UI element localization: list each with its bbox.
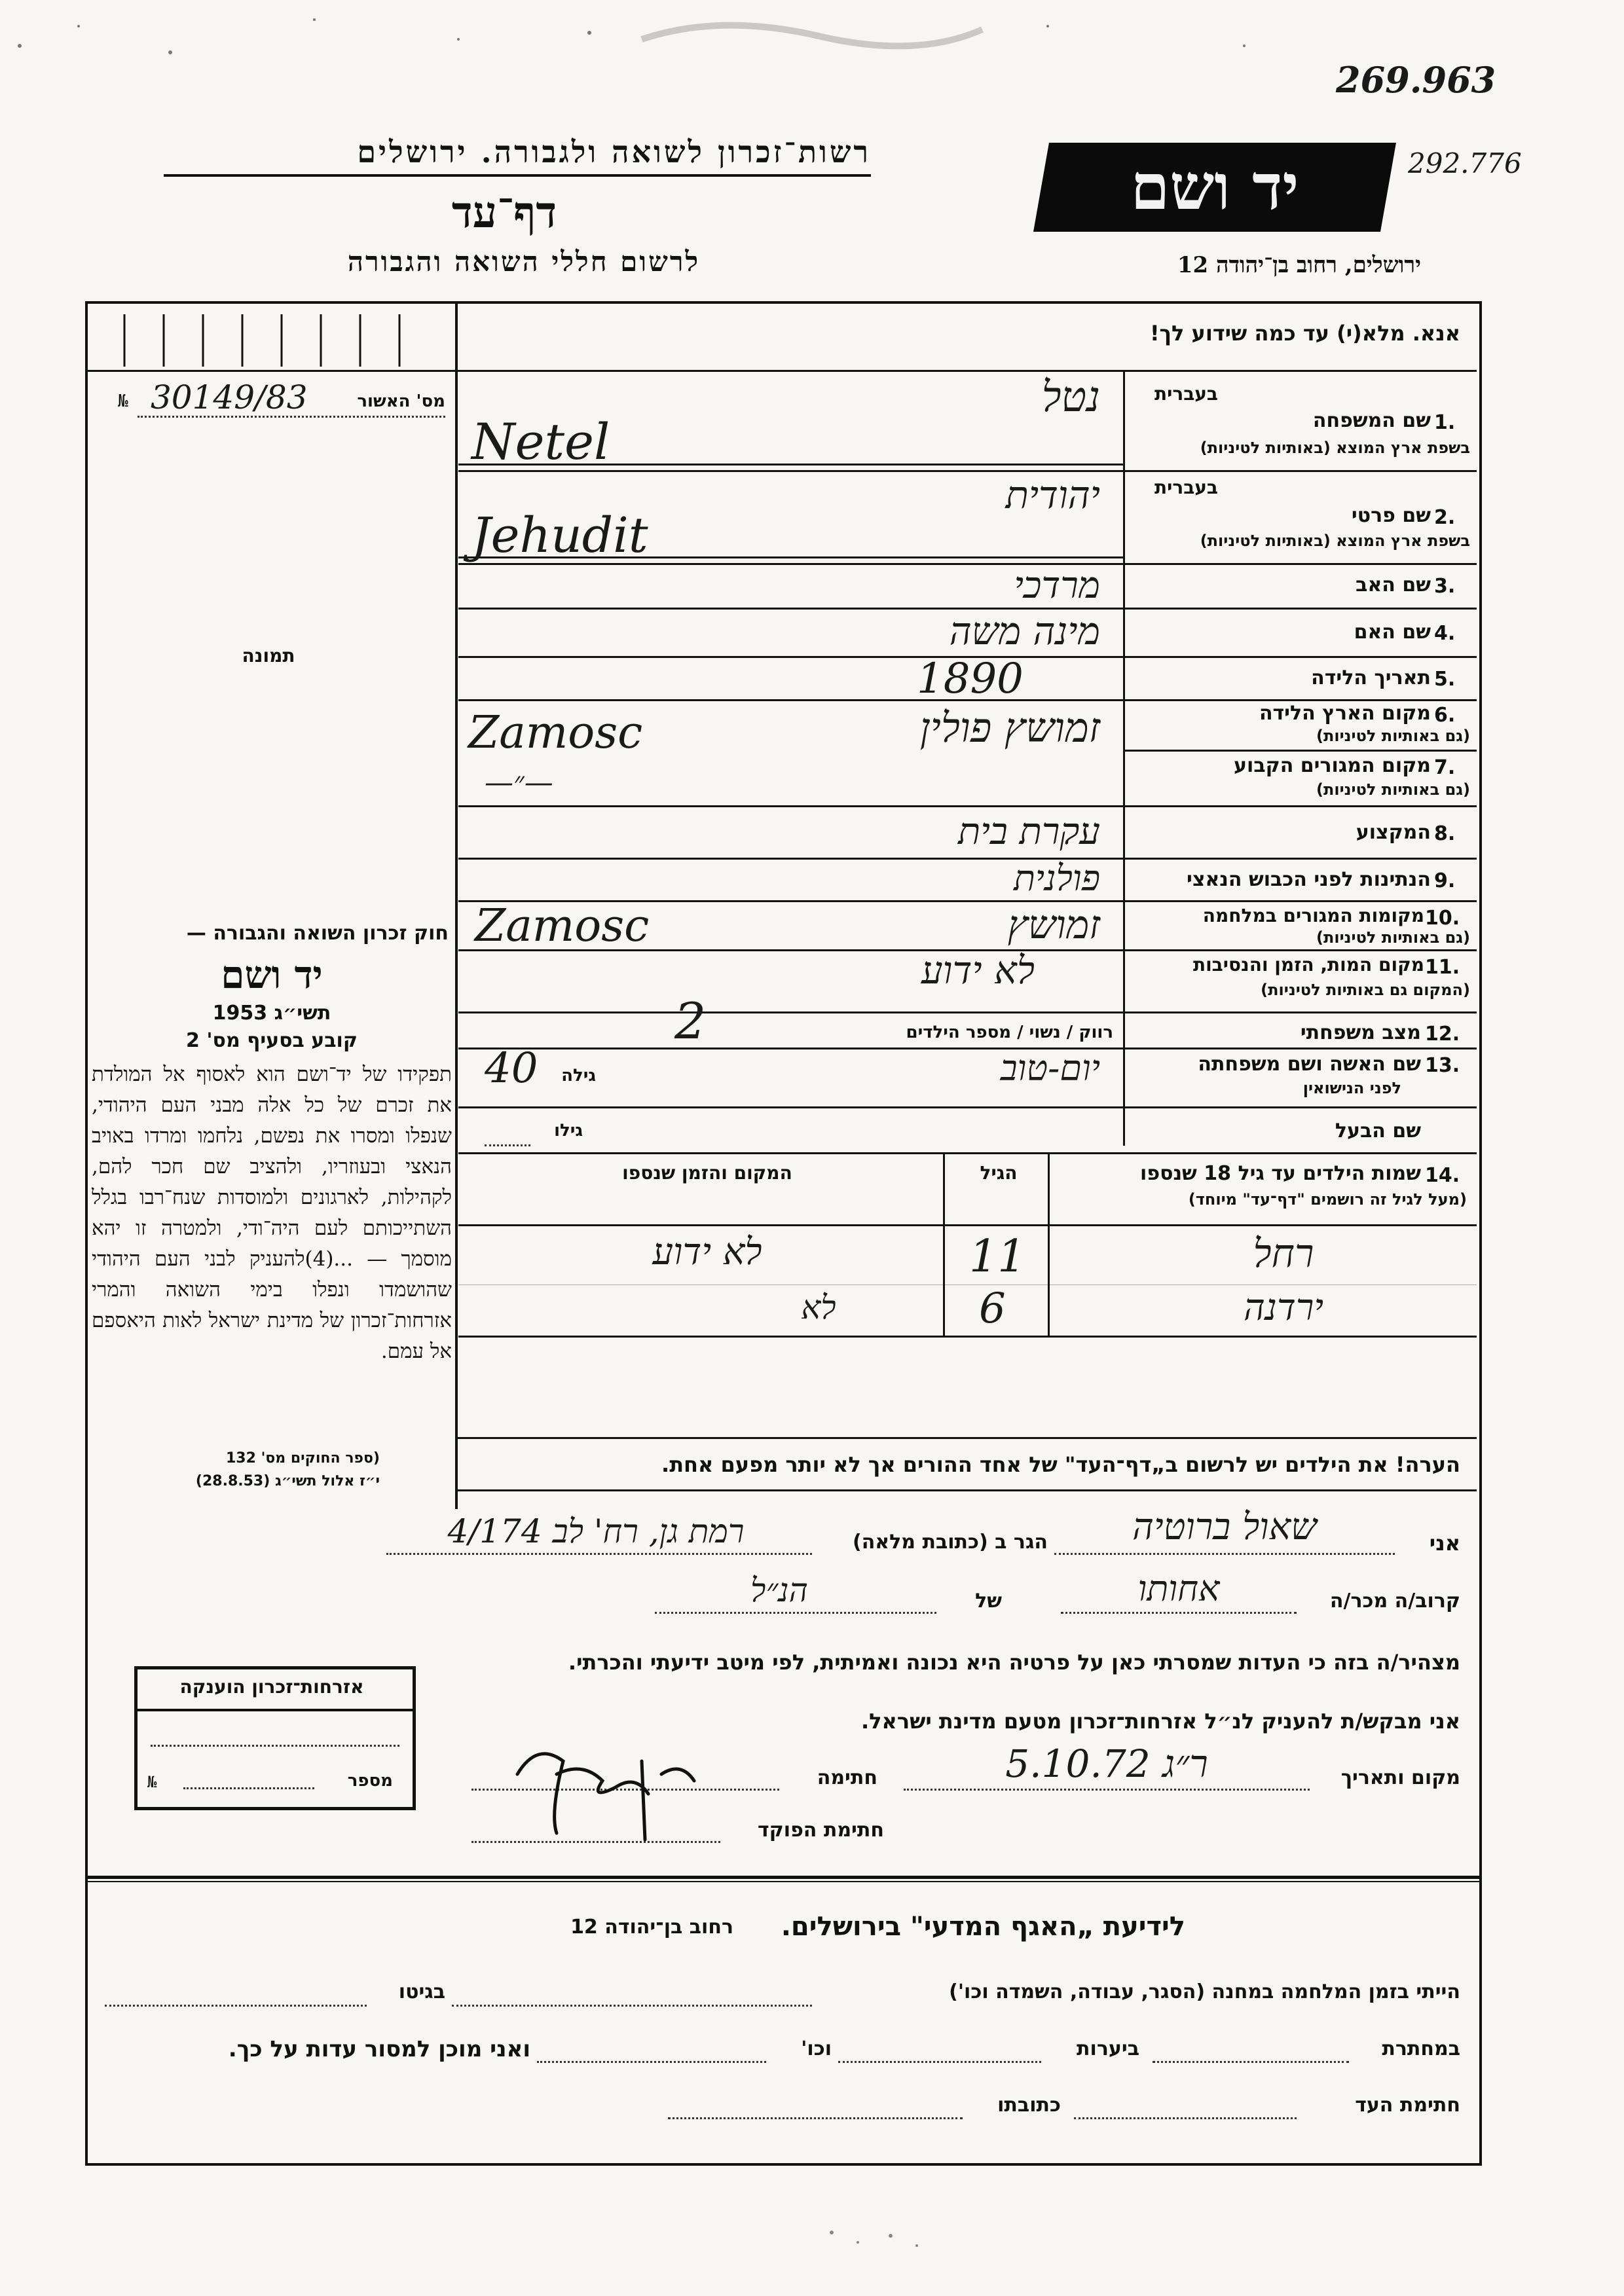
f11-label: מקום המות, הזמן והנסיבות <box>1192 954 1424 975</box>
left-column-divider <box>455 301 458 1437</box>
bottom-line3-b: כתובתו <box>997 2094 1061 2117</box>
f12-options: רווק / נשוי / מספר הילדים <box>906 1023 1113 1042</box>
in-hebrew-1: בעברית <box>1154 383 1218 405</box>
scan-marks-bottom <box>819 2219 950 2259</box>
f8-value: עקרת בית <box>958 811 1100 853</box>
decl-place-date-value: ר״ג 5.10.72 <box>1005 1741 1208 1786</box>
law-clause: קובע בסעיף מס' 2 <box>186 1029 358 1052</box>
f12-label: מצב משפחתי <box>1300 1021 1421 1044</box>
decl-place-date-dotted <box>904 1789 1310 1791</box>
col-place-header: המקום והזמן שנספו <box>622 1162 792 1184</box>
child-2-name: ירדנה <box>1243 1286 1324 1329</box>
f13-age-label: גילה <box>561 1066 596 1085</box>
row-sep-12 <box>458 1011 1477 1013</box>
decl-officer-dotted <box>471 1841 720 1843</box>
citizenship-box-dotted-2 <box>183 1787 314 1789</box>
note-text: הערה! את הילדים יש לרשום ב„דף־העד" של אחד ההורים אך לא יותר מפעם אחת. <box>661 1452 1460 1477</box>
f3-num: 3. <box>1434 575 1456 598</box>
f9-value: פולנית <box>1013 858 1100 899</box>
law-source-1: (ספר החוקים מס' 132 <box>225 1450 380 1467</box>
decl-lives-dotted <box>386 1553 812 1555</box>
f5-value: 1890 <box>917 655 1024 703</box>
bottom-line3-a: חתימת העד <box>1355 2094 1460 2117</box>
decl-relative-value: אחותו <box>1137 1568 1220 1609</box>
f14-label: שמות הילדים עד גיל 18 שנספו <box>1140 1162 1421 1185</box>
f10-num: 10. <box>1425 907 1460 930</box>
f6-num: 6. <box>1434 704 1456 727</box>
ref-number-top: 269.963 <box>1336 59 1496 101</box>
form-subtitle: לרשום חללי השואה והגבורה <box>347 246 701 278</box>
row-sep-7 <box>1123 750 1477 752</box>
f12-num: 12. <box>1425 1023 1460 1046</box>
f6-sub: (גם באותיות לטיניות) <box>1316 727 1470 745</box>
child-1-age: 11 <box>969 1231 1026 1283</box>
f7-label: מקום המגורים הקבוע <box>1234 754 1431 777</box>
f11-num: 11. <box>1425 956 1460 979</box>
f2-sub: בשפת ארץ המוצא (באותיות לטיניות) <box>1200 532 1470 550</box>
bottom-line1-dotted-2 <box>105 2005 367 2007</box>
in-hebrew-2: בעברית <box>1154 477 1218 498</box>
f4-label: שם האם <box>1354 621 1431 644</box>
children-bottom-line <box>458 1336 1477 1338</box>
bottom-line2-d: ואני מוכן למסור עדות על כך. <box>228 2036 530 2062</box>
f13-num: 13. <box>1425 1054 1460 1077</box>
f13-sub: לפני הנישואין <box>1302 1079 1401 1097</box>
lower-left-divider <box>455 1437 458 1509</box>
bottom-section-line-2 <box>85 1881 1479 1882</box>
f6-value-hebrew: זמושץ פולין <box>919 704 1100 752</box>
f9-num: 9. <box>1434 869 1456 892</box>
decl-of-label: של <box>975 1590 1002 1613</box>
husband-label: שם הבעל <box>1335 1120 1421 1142</box>
f2-value-hebrew: יהודית <box>1005 473 1100 517</box>
decl-i-value: שאול ברוטיה <box>1132 1506 1317 1548</box>
form-title: דף־עד <box>451 187 557 238</box>
row-sep-2 <box>458 470 1477 472</box>
registry-dotted <box>138 416 445 418</box>
registry-value: 30149/83 <box>151 378 308 416</box>
husband-age-label: גילו <box>554 1121 583 1140</box>
f7-sub: (גם באותיות לטיניות) <box>1316 780 1470 799</box>
decl-lives-value: רמת גן, רח' לב 4/174 <box>447 1512 745 1550</box>
bottom-line2-c: וכו' <box>801 2037 832 2060</box>
photo-label: תמונה <box>242 645 295 666</box>
decl-of-dotted <box>655 1612 936 1614</box>
f13-label: שם האשה ושם משפחתה <box>1198 1053 1421 1076</box>
f3-label: שם האב <box>1356 574 1431 596</box>
f11-value: לא ידוע <box>921 948 1035 993</box>
note-top-line <box>455 1437 1477 1439</box>
decl-relative-dotted <box>1061 1612 1297 1614</box>
child-2-age: 6 <box>979 1285 1006 1333</box>
citizenship-box-no-mark: № <box>147 1773 157 1791</box>
f7-value: —״— <box>485 766 553 799</box>
intro-divider <box>455 370 1477 372</box>
ref-number-side: 292.776 <box>1408 147 1522 179</box>
decl-lives-label: הגר ב (כתובת מלאה) <box>852 1531 1048 1554</box>
f10-value-latin: Zamosc <box>475 900 650 952</box>
decl-place-date-label: מקום ותאריך <box>1340 1766 1460 1789</box>
f1-value-latin: Netel <box>471 412 610 471</box>
f14-sub: (מעל לגיל זה רושמים "דף־עד" מיוחד) <box>1188 1190 1467 1209</box>
bottom-section-line <box>85 1876 1479 1879</box>
f13-age: 40 <box>485 1044 538 1093</box>
law-title: חוק זכרון השואה והגבורה — <box>186 922 449 945</box>
child-1-place: לא ידוע <box>652 1231 762 1273</box>
col-age-header: הגיל <box>980 1162 1018 1184</box>
f5-label: תאריך הלידה <box>1311 666 1431 689</box>
citizenship-box-title: אזרחות־זכרון הוענקה <box>179 1676 364 1698</box>
f10-label: מקומות המגורים במלחמה <box>1202 905 1424 926</box>
law-body: תפקידו של יד־ושם הוא לאסוף אל המולדת את זכרם של כל אלה מבני העם היהודי, שנפלו ומסרו את נפשם, נלחמו ומרדו באויב הנאצי ובעוזריו, ולהציב שם חכר להם, לקהילות, לארגונים ולמוסדות שנח־רבו בגלל השתייכותם לעם היה־ודי, ולמטרה זו יהא מוסמך — ...(4)להעניק לבני העם היהודי שהושמדו ונפלו בימי השואה והמרי אזרחות־זכרון של מדינת ישראל לאות היאספם אל עמם. <box>92 1063 452 1363</box>
labels-column-divider <box>1123 370 1125 1146</box>
f6-label: מקום הארץ הלידה <box>1259 702 1431 725</box>
bottom-line2-a: במחתרת <box>1382 2037 1460 2060</box>
f3-value: מרדכי <box>1014 564 1100 607</box>
f1-num: 1. <box>1434 411 1456 434</box>
row-sep-15 <box>458 1152 1477 1154</box>
f8-label: המקצוע <box>1356 821 1431 844</box>
f7-num: 7. <box>1434 756 1456 779</box>
f1-value-hebrew: נטל <box>1041 373 1100 422</box>
bottom-line3-dotted-2 <box>668 2117 963 2119</box>
row-sep-8 <box>458 805 1477 807</box>
citizenship-box-title-line <box>134 1709 415 1711</box>
decl-signature-label: חתימה <box>817 1766 877 1789</box>
child-2-place: לא <box>801 1288 836 1326</box>
decl-officer-label: חתימת הפוקד <box>758 1819 884 1842</box>
f8-num: 8. <box>1434 822 1456 845</box>
bottom-line1-b: בגיטו <box>398 1980 445 2003</box>
bottom-heading: לידיעת „האגף המדעי" בירושלים. <box>781 1912 1185 1942</box>
husband-age-dotted <box>485 1144 530 1146</box>
f5-num: 5. <box>1434 668 1456 691</box>
f12-value: 2 <box>674 992 707 1050</box>
children-col-divider-2 <box>943 1152 945 1336</box>
children-col-divider-1 <box>1048 1152 1050 1336</box>
bottom-line2-b: ביערות <box>1077 2037 1139 2060</box>
decl-relative-label: קרוב/ה מכר/ה <box>1329 1590 1460 1613</box>
bottom-heading-addr: רחוב בן־יהודה 12 <box>570 1916 733 1939</box>
yad-vashem-logo: יד ושם <box>1033 143 1396 232</box>
registry-label: מס' האשור <box>357 392 445 411</box>
decl-statement: מצהיר/ה בזה כי העדות שמסרתי כאן על פרטיה היא נכונה ואמיתית, לפי מיטב ידיעתי והכרתי. <box>568 1650 1460 1675</box>
decl-i-dotted <box>1054 1553 1395 1555</box>
decl-of-value: הנ״ל <box>750 1571 808 1609</box>
address: ירושלים, רחוב בן־יהודה 12 <box>1177 252 1421 278</box>
registry-ticks <box>85 308 458 373</box>
bottom-line1-a: הייתי בזמן המלחמה במחנה (הסגר, עבודה, השמדה וכו') <box>949 1980 1460 2003</box>
f4-num: 4. <box>1434 622 1456 645</box>
bottom-line2-dotted-2 <box>838 2061 1041 2063</box>
bottom-line1-dotted-1 <box>452 2005 812 2007</box>
bottom-line2-dotted-3 <box>537 2061 766 2063</box>
bottom-line3-dotted-1 <box>1074 2117 1297 2119</box>
registry-row-line <box>85 370 455 372</box>
f1-sub: בשפת ארץ המוצא (באותיות לטיניות) <box>1200 439 1470 457</box>
f2-value-latin: Jehudit <box>471 507 648 564</box>
decl-i-label: אני <box>1429 1531 1460 1556</box>
handwritten-signature <box>511 1735 720 1853</box>
f1-label: שם המשפחה <box>1312 409 1431 432</box>
citizenship-box-number-label: מספר <box>347 1771 393 1791</box>
f2-num: 2. <box>1434 506 1456 529</box>
law-source-2: י״ז אלול תשי״ג (28.8.53) <box>195 1473 380 1489</box>
citizenship-box-dotted-1 <box>151 1745 399 1747</box>
f2-label: שם פרטי <box>1351 504 1431 527</box>
intro-text: אנא. מלא(י) עד כמה שידוע לך! <box>1149 321 1460 346</box>
f10-sub: (גם באותיות לטיניות) <box>1316 928 1470 947</box>
row-sep-14 <box>458 1106 1477 1108</box>
f13-value: יום-טוב <box>1000 1048 1100 1089</box>
registry-no-mark: № <box>118 392 128 411</box>
note-bottom-line <box>455 1489 1477 1491</box>
children-header-line <box>458 1224 1477 1226</box>
f10-value-hebrew: זמושץ <box>1007 902 1100 948</box>
f4-value: מינה משה <box>949 609 1100 653</box>
f9-label: הנתינות לפני הכבוש הנאצי <box>1187 868 1431 891</box>
law-big: יד ושם <box>221 953 323 997</box>
f14-num: 14. <box>1425 1164 1460 1187</box>
f11-sub: (המקום גם באותיות לטיניות) <box>1261 981 1470 999</box>
child-1-name: רחל <box>1253 1231 1314 1277</box>
bottom-line2-dotted-1 <box>1153 2061 1349 2063</box>
law-year: תשי״ג 1953 <box>212 1002 331 1025</box>
authority-title: רשות־זכרון לשואה ולגבורה. ירושלים <box>357 134 871 170</box>
decl-request: אני מבקש/ת להעניק לנ״ל אזרחות־זכרון מטעם מדינת ישראל. <box>861 1709 1460 1734</box>
f6-value-latin: Zamosc <box>468 707 643 759</box>
authority-underline <box>164 174 871 177</box>
